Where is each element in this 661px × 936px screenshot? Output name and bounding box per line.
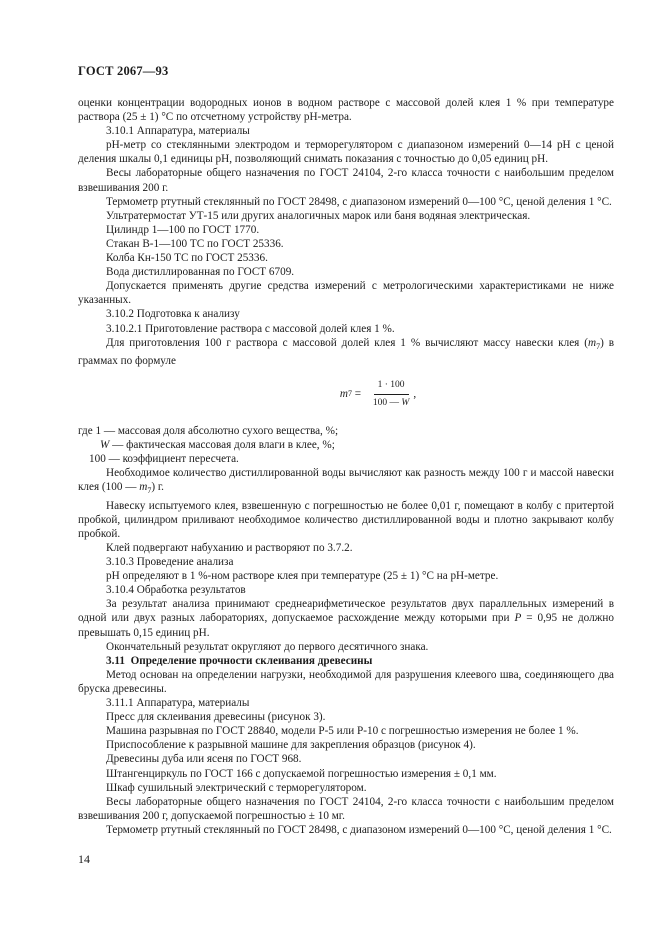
formula-numerator: 1 · 100 xyxy=(374,378,409,394)
page-number: 14 xyxy=(78,852,90,866)
paragraph: Стакан В-1—100 ТС по ГОСТ 25336. xyxy=(106,237,284,250)
paragraph: Термометр ртутный стеклянный по ГОСТ 28498, с диапазоном измерений 0—100 °С, ценой деления 1 °С. xyxy=(106,195,612,208)
paragraph: Вода дистиллированная по ГОСТ 6709. xyxy=(106,266,295,279)
section-heading: 3.10.1 Аппаратура, материалы xyxy=(106,125,250,138)
paragraph: Весы лабораторные общего назначения по ГОСТ 24104, 2-го класса точности с наибольшим пределом взвешивания 200 г. xyxy=(78,167,614,194)
formula-lhs: m xyxy=(339,387,348,400)
paragraph: Колба Кн-150 ТС по ГОСТ 25336. xyxy=(106,252,268,265)
paragraph: Навеску испытуемого клея, взвешенную с погрешностью не более 0,01 г, помещают в колбу с притертой пробкой, цилиндром приливают необходимое количество дистиллированной воды и плотно закрывают колбу пробкой. xyxy=(78,499,614,540)
paragraph: За результат анализа принимают среднеарифметическое результатов двух параллельных измерений в одной или двух разных лабораториях, допускаемое расхождение между которыми при Р = 0,95 не должно превышать 0,15 единиц рН. xyxy=(78,598,614,639)
section-heading: 3.10.2 Подготовка к анализу xyxy=(106,308,240,321)
section-heading: 3.11.1 Аппаратура, материалы xyxy=(106,697,250,710)
paragraph: Метод основан на определении нагрузки, необходимой для разрушения клеевого шва, соединяющего два бруска древесины. xyxy=(78,668,614,695)
legend-line: 100 — коэффициент пересчета. xyxy=(89,453,239,466)
paragraph: Для приготовления 100 г раствора с массовой долей клея 1 % вычисляют массу навески клея $(m_7)$ в граммах по формуле xyxy=(78,336,614,367)
paragraph: Весы лабораторные общего назначения по ГОСТ 24104, 2-го класса точности с наибольшим пределом взвешивания 200 г, допускаемой погрешностью ± 10 мг. xyxy=(78,795,614,822)
paragraph: Древесины дуба или ясеня по ГОСТ 968. xyxy=(106,753,302,766)
document-body xyxy=(78,96,614,837)
paragraph: Приспособление к разрывной машине для закрепления образцов (рисунок 4). xyxy=(106,739,476,752)
formula-equals: = xyxy=(351,387,364,400)
paragraph: Окончательный результат округляют до первого десятичного знака. xyxy=(106,640,429,653)
paragraph: Необходимое количество дистиллированной воды вычисляют как разность между 100 г и массой навески клея (100 — $m_7$) г. xyxy=(78,467,614,496)
paragraph: Ультратермостат УТ-15 или других аналогичных марок или баня водяная электрическая. xyxy=(106,209,531,222)
legend-line: W — фактическая массовая доля влаги в клее, %; xyxy=(100,439,335,452)
paragraph: Машина разрывная по ГОСТ 28840, модели Р-5 или Р-10 с погрешностью измерения не более 1 %. xyxy=(106,725,579,738)
paragraph: Пресс для склеивания древесины (рисунок 3). xyxy=(106,711,326,724)
paragraph: Допускается применять другие средства измерений с метрологическими характеристиками не ниже указанных. xyxy=(78,280,614,307)
paragraph: рН-метр со стеклянными электродом и терморегулятором с диапазоном измерений 0—14 рН с ценой деления шкалы 0,1 единицы рН, позволяющий снимать показания с точностью до 0,05 единиц рН. xyxy=(78,139,614,166)
formula-trail: , xyxy=(413,387,417,400)
formula-denominator: 100 — W xyxy=(372,397,410,408)
legend-line: где 1 — массовая доля абсолютно сухого вещества, %; xyxy=(78,425,339,438)
paragraph: Шкаф сушильный электрический с терморегулятором. xyxy=(106,781,367,794)
paragraph: оценки концентрации водородных ионов в водном растворе с массовой долей клея 1 % при температуре раствора (25 ± 1) °С по отсчетному устройству рН-метра. xyxy=(78,97,614,124)
document-code-header: ГОСТ 2067—93 xyxy=(78,64,169,78)
paragraph: Термометр ртутный стеклянный по ГОСТ 28498, с диапазоном измерений 0—100 °С, ценой деления 1 °С. xyxy=(106,823,612,836)
paragraph: рН определяют в 1 %-ном растворе клея при температуре (25 ± 1) °С на рН-метре. xyxy=(106,570,499,583)
section-heading-bold: 3.11 Определение прочности склеивания древесины xyxy=(106,654,373,667)
paragraph: Клей подвергают набуханию и растворяют по 3.7.2. xyxy=(106,542,353,554)
paragraph: Штангенциркуль по ГОСТ 166 с допускаемой погрешностью измерения ± 0,1 мм. xyxy=(106,767,497,780)
section-heading: 3.10.2.1 Приготовление раствора с массовой долей клея 1 %. xyxy=(106,322,395,335)
section-heading: 3.10.4 Обработка результатов xyxy=(106,584,246,597)
section-heading: 3.10.3 Проведение анализа xyxy=(106,556,234,569)
paragraph: Цилиндр 1—100 по ГОСТ 1770. xyxy=(106,223,260,236)
formula: m 7 = $\frac{1 \cdot 100}{100 — W}$ , xyxy=(78,372,614,416)
formula-fraction xyxy=(369,378,413,409)
